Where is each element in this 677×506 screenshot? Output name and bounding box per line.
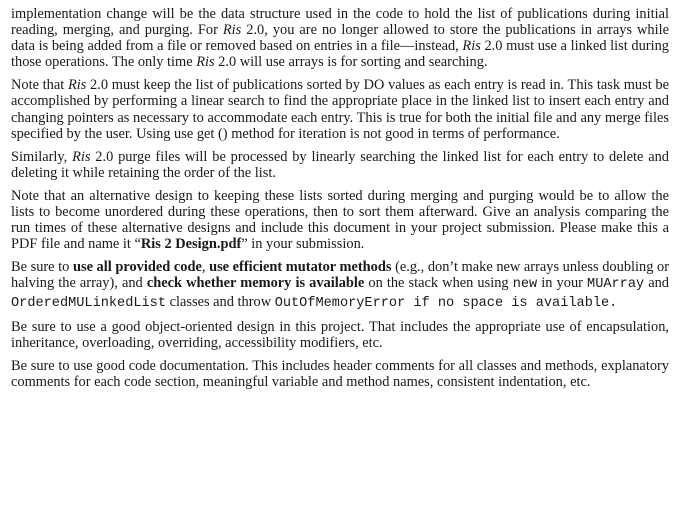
ris-name: Ris [196, 54, 215, 71]
ris-name: Ris [72, 148, 91, 165]
code-out-of-memory-error: OutOfMemoryError if no space is available. [274, 295, 618, 311]
paragraph-sorted-insert: Note that Ris 2.0 must keep the list of publications sorted by DO values as each entry is read in. This task must be accomplished by performing a linear search to find the appropriate place in the linked list to insert each entry and changing pointers as necessary to accommodate each entry. This is true for both the initial file and any merge files specified by the user. Using use get () method for iteration is not good in terms of performance. [11, 77, 670, 142]
design-filename: Ris 2 Design.pdf [140, 236, 242, 253]
ris-name: Ris [67, 77, 87, 94]
document-body [11, 6, 669, 397]
paragraph-linked-list-requirement: implementation change will be the data structure used in the code to hold the list of publications during initial reading, merging, and purging. For Ris 2.0, you are no longer allowed to store the publications in arrays while data is being added from a file or removed based on entries in a file—instead, Ris 2.0 must use a linked list during those operations. The only time Ris 2.0 will use arrays is for sorting and searching. [11, 6, 669, 71]
paragraph-purge: Similarly, Ris 2.0 purge files will be processed by linearly searching the linked list for each entry to delete and deleting it while retaining the order of the list. [11, 148, 669, 181]
paragraph-documentation: Be sure to use good code documentation. This includes header comments for all classes and methods, explanatory comments for each code section, meaningful variable and method names, consistent indentation, etc. [11, 357, 669, 390]
code-ordered-mulinkedlist: OrderedMULinkedList [11, 295, 166, 311]
paragraph-design-analysis: Note that an alternative design to keeping these lists sorted during merging and purging would be to allow the lists to become unordered during these operations, then to sort them afterward. Give an analysis comparing the run times of these alternative designs and include this document in your project submission. Please make this a PDF file and name it “Ris 2 Design.pdf” in your submission. [11, 187, 669, 253]
paragraph-code-requirements: Be sure to use all provided code, use efficient mutator methods (e.g., don’t make new arrays unless doubling or halving the array), and check whether memory is available on the stack when using new in your MUArray and OrderedMULinkedList classes and throw OutOfMemoryError if no space is available. [11, 259, 670, 311]
paragraph-oo-design: Be sure to use a good object-oriented design in this project. That includes the appropriate use of encapsulation, inheritance, overloading, overriding, accessibility modifiers, etc. [11, 318, 669, 351]
ris-name: Ris [222, 22, 242, 39]
code-new: new [512, 277, 538, 293]
ris-name: Ris [462, 38, 481, 55]
code-muarray: MUArray [587, 277, 645, 293]
